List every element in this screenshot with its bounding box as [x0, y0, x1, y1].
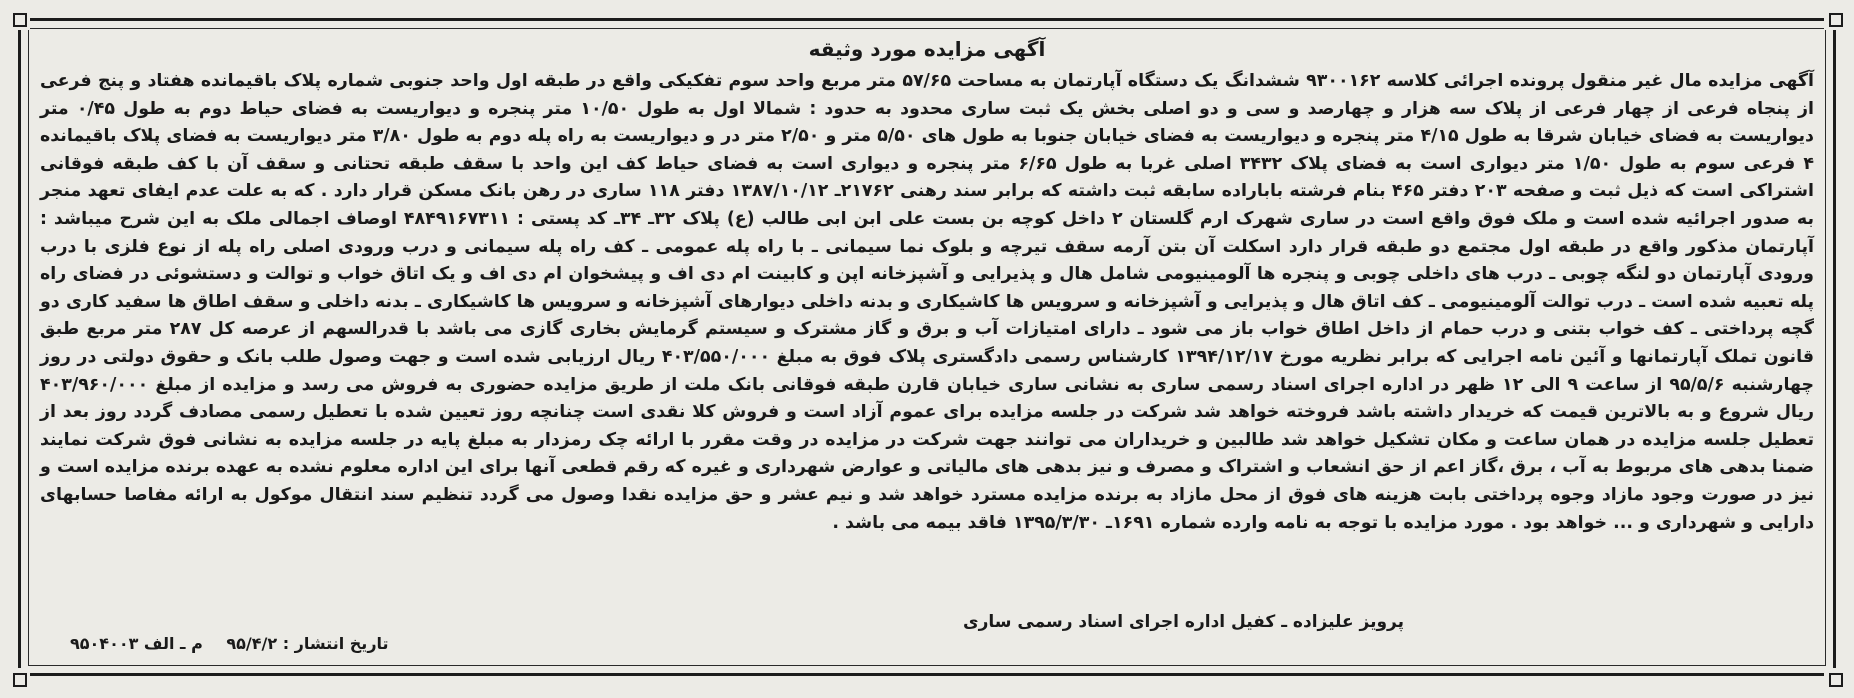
notice-title: آگهی مزایده مورد وثیقه: [808, 37, 1046, 61]
reference-number: م ـ الف ۹۵۰۴۰۰۳: [70, 634, 203, 653]
notice-content: [40, 34, 1814, 537]
corner-ornament-top-right: [1824, 8, 1846, 30]
signature-line: پرویز علیزاده ـ کفیل اداره اجرای اسناد رسمی ساری: [963, 612, 1404, 632]
publish-info: [52, 634, 389, 653]
publish-date: تاریخ انتشار : ۹۵/۴/۲: [226, 634, 389, 653]
corner-ornament-bottom-left: [8, 668, 30, 690]
corner-ornament-top-left: [8, 8, 30, 30]
corner-ornament-bottom-right: [1824, 668, 1846, 690]
notice-body: آگهی مزایده مال غیر منقول پرونده اجرائی کلاسه ۹۳۰۰۱۶۲ ششدانگ یک دستگاه آپارتمان به مساحت ۵۷/۶۵ متر مربع واحد سوم تفکیکی واقع در طبقه اول واحد جنوبی شماره پلاک باقیمانده هفتاد و پنج فرعی از پنجاه فرعی از چهار فرعی از پلاک سه هزار و چهارصد و سی و دو اصلی بخش یک ثبت ساری محدود به حدود : شمالا اول به طول ۱۰/۵۰ متر پنجره و دیواریست به فضای حیاط دوم به طول ۰/۴۵ متر دیواریست به فضای خیابان شرقا به طول ۴/۱۵ متر پنجره و دیواریست به فضای خیابان جنوبا به طول های ۵/۵۰ متر و ۲/۵۰ متر در و دیواریست به راه پله دوم به طول ۳/۸۰ متر دیواریست به فضای پلاک باقیمانده ۴ فرعی سوم به طول ۱/۵۰ متر دیواری است به فضای پلاک ۳۴۳۲ اصلی غربا به طول ۶/۶۵ متر پنجره و دیواری است به فضای حیاط کف این واحد با سقف طبقه تحتانی و سقف آن با کف طبقه فوقانی اشتراکی است که ذیل ثبت و صفحه ۲۰۳ دفتر ۴۶۵ بنام فرشته باباراده سابقه ثبت داشته که برابر سند رهنی ۲۱۷۶۲ـ ۱۳۸۷/۱۰/۱۲ دفتر ۱۱۸ ساری در رهن بانک مسکن قرار دارد . که به علت عدم ایفای تعهد منجر به صدور اجرائیه شده است و ملک فوق واقع است در ساری شهرک ارم گلستان ۲ داخل کوچه بن بست علی ابن ابی طالب (ع) پلاک ۳۲ـ ۳۴ـ کد پستی : ۴۸۴۹۱۶۷۳۱۱ اوصاف اجمالی ملک به این شرح میباشد : آپارتمان مذکور واقع در طبقه اول مجتمع دو طبقه قرار دارد اسکلت آن بتن آرمه سقف تیرچه و بلوک نما سیمانی ـ با راه پله عمومی ـ کف راه پله سیمانی و درب ورودی اصلی راه پله از نوع فلزی با درب ورودی آپارتمان دو لنگه چوبی ـ درب های داخلی چوبی و پنجره ها آلومینیومی شامل هال و پذیرایی و آشپزخانه اپن و کابینت ام دی اف و پیشخوان ام دی اف و یک اتاق خواب و توالت و دستشوئی در فضای راه پله تعبیه شده است ـ درب توالت آلومینیومی ـ کف اتاق هال و پذیرایی و آشپزخانه و سرویس ها کاشیکاری و بدنه داخلی دیوارهای آشپزخانه و سرویس ها کاشیکاری ـ بدنه داخلی و سقف اطاق ها سفید کاری دو گچه پرداختی ـ کف خواب بتنی و درب حمام از داخل اطاق خواب باز می شود ـ دارای امتیازات آب و برق و گاز مشترک و سیستم گرمایش بخاری گازی می باشد با قدرالسهم از عرصه کل ۲۸۷ متر مربع طبق قانون تملک آپارتمانها و آئین نامه اجرایی که برابر نظریه مورخ ۱۳۹۴/۱۲/۱۷ کارشناس رسمی دادگستری پلاک فوق به مبلغ ۴۰۳/۵۵۰/۰۰۰ ریال ارزیابی شده است و جهت وصول طلب بانک و حقوق دولتی در روز چهارشنبه ۹۵/۵/۶ از ساعت ۹ الی ۱۲ ظهر در اداره اجرای اسناد رسمی ساری به نشانی ساری خیابان قارن طبقه فوقانی بانک ملت از طریق مزایده حضوری به فروش می رسد و مزایده از مبلغ ۴۰۳/۹۶۰/۰۰۰ ریال شروع و به بالاترین قیمت که خریدار داشته باشد فروخته خواهد شد شرکت در جلسه مزایده برای عموم آزاد است و فروش کلا نقدی است چنانچه روز تعیین شده با تعطیل رسمی مصادف گردد روز بعد از تعطیل جلسه مزایده در همان ساعت و مکان تشکیل خواهد شد طالبین و خریداران می توانند جهت شرکت در مزایده در وقت مقرر با ارائه چک رمزدار به مبلغ پایه در جلسه مزایده به نشانی فوق شرکت نمایند ضمنا بدهی های مربوط به آب ، برق ،گاز اعم از حق انشعاب و اشتراک و مصرف و نیز بدهی های مالیاتی و عوارض شهرداری و غیره که رقم قطعی آنها برای این اداره معلوم نشده به عهده برنده مزایده است و نیز در صورت وجود مازاد وجوه پرداختی بابت هزینه های فوق از محل مازاد به برنده مزایده مسترد خواهد شد و نیم عشر و حق مزایده نقدا وصول می گردد تنظیم سند انتقال موکول به ارائه مفاصا حسابهای دارایی و شهرداری و ... خواهد بود . مورد مزایده با توجه به نامه وارده شماره ۱۶۹۱ـ ۱۳۹۵/۳/۳۰ فاقد بیمه می باشد .: [40, 71, 1815, 533]
